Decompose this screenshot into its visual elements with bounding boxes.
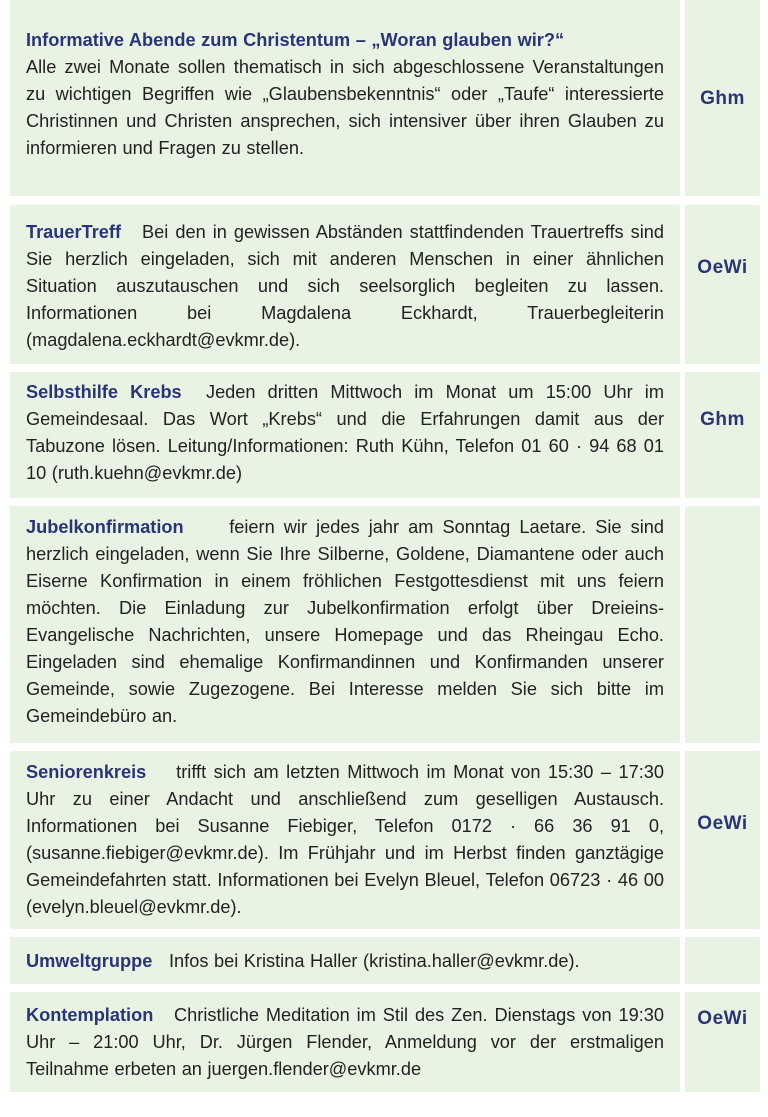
entry-location-cell: [685, 992, 760, 1092]
entry-body: [26, 751, 664, 921]
program-entry: [10, 205, 760, 364]
location-code: OeWi: [697, 813, 748, 834]
entry-body: [26, 372, 664, 487]
program-entry: [10, 992, 760, 1092]
entry-description-cell: [10, 992, 680, 1092]
entry-title: Seniorenkreis: [26, 762, 147, 782]
entry-location-cell: [685, 937, 760, 984]
entry-location-cell: [685, 506, 760, 743]
program-entry: [10, 937, 760, 984]
entry-description-cell: [10, 937, 680, 984]
program-entry: [10, 506, 760, 743]
entry-title: Kontemplation: [26, 1005, 154, 1025]
entry-text: Infos bei Kristina Haller (kristina.haller@evkmr.de).: [168, 951, 580, 971]
entry-text: Bei den in gewissen Abständen stattfindenden Trauertreffs sind Sie herzlich eingeladen, sich mit anderen Menschen in einer ähnlichen Situation auszutauschen und sich seelsorglich begleiten zu lassen. Informationen bei Magdalena Eckhardt, Trauerbegleiterin (magdalena.eckhardt@evkmr.de).: [26, 222, 664, 350]
entry-location-cell: [685, 205, 760, 364]
entry-title: Selbsthilfe Krebs: [26, 382, 182, 402]
entry-body: [26, 506, 664, 730]
entry-description-cell: [10, 372, 680, 498]
location-code: OeWi: [697, 257, 748, 278]
program-entry: [10, 0, 760, 196]
entry-description-cell: [10, 751, 680, 929]
entry-text: feiern wir jedes jahr am Sonntag Laetare. Sie sind herzlich eingeladen, wenn Sie Ihre Silberne, Goldene, Diamantene oder auch Eiserne Konfirmation in einem fröhlichen Festgottesdienst mit uns feiern möchten. Die Einladung zur Jubelkonfirmation erfolgt über Dreieins-Evangelische Nachrichten, unsere Homepage und das Rheingau Echo. Eingeladen sind ehemalige Konfirmandinnen und Konfirmanden unserer Gemeinde, sowie Zugezogene. Bei Interesse melden Sie sich bitte im Gemeindebüro an.: [26, 517, 665, 726]
entry-text: trifft sich am letzten Mittwoch im Monat von 15:30 – 17:30 Uhr zu einer Andacht und anschließend zum geselligen Austausch. Informationen bei Susanne Fiebiger, Telefon 0172 · 66 36 91 0, (susanne.fiebiger@evkmr.de). Im Frühjahr und im Herbst finden ganztägige Gemeindefahrten statt. Informationen bei Evelyn Bleuel, Telefon 06723 · 46 00 (evelyn.bleuel@evkmr.de).: [26, 762, 664, 917]
entry-description-cell: [10, 205, 680, 364]
entry-title: Jubelkonfirmation: [26, 517, 184, 537]
entry-body: [26, 992, 664, 1083]
location-code: Ghm: [700, 88, 745, 109]
entry-body: [26, 0, 664, 162]
location-code: Ghm: [700, 409, 745, 430]
entry-title: Umweltgruppe: [26, 951, 153, 971]
entry-location-cell: [685, 0, 760, 196]
entry-location-cell: [685, 751, 760, 929]
entry-text: Christliche Meditation im Stil des Zen. Dienstags von 19:30 Uhr – 21:00 Uhr, Dr. Jürgen Flender, Anmeldung vor der erstmaligen Teilnahme erbeten an juergen.flender@evkmr.de: [26, 1005, 664, 1079]
entry-body: [26, 205, 664, 354]
entry-text: Jeden dritten Mittwoch im Monat um 15:00 Uhr im Gemeindesaal. Das Wort „Krebs“ und die Erfahrungen damit aus der Tabuzone lösen. Leitung/Informationen: Ruth Kühn, Telefon 01 60 · 94 68 01 10 (ruth.kuehn@evkmr.de): [26, 382, 664, 483]
program-entry: [10, 751, 760, 929]
entry-title: TrauerTreff: [26, 222, 122, 242]
location-code: OeWi: [697, 1008, 748, 1029]
entry-description-cell: [10, 0, 680, 196]
entry-description-cell: [10, 506, 680, 743]
entry-text: Alle zwei Monate sollen thematisch in sich abgeschlossene Veranstaltungen zu wichtigen Begriffen wie „Glaubensbekenntnis“ oder „Taufe“ interessierte Christinnen und Christen ansprechen, sich intensiver über ihren Glauben zu informieren und Fragen zu stellen.: [26, 57, 664, 158]
program-entry: [10, 372, 760, 498]
entry-body: [26, 937, 664, 975]
entry-title: Informative Abende zum Christentum – „Woran glauben wir?“: [26, 30, 565, 50]
entry-location-cell: [685, 372, 760, 498]
